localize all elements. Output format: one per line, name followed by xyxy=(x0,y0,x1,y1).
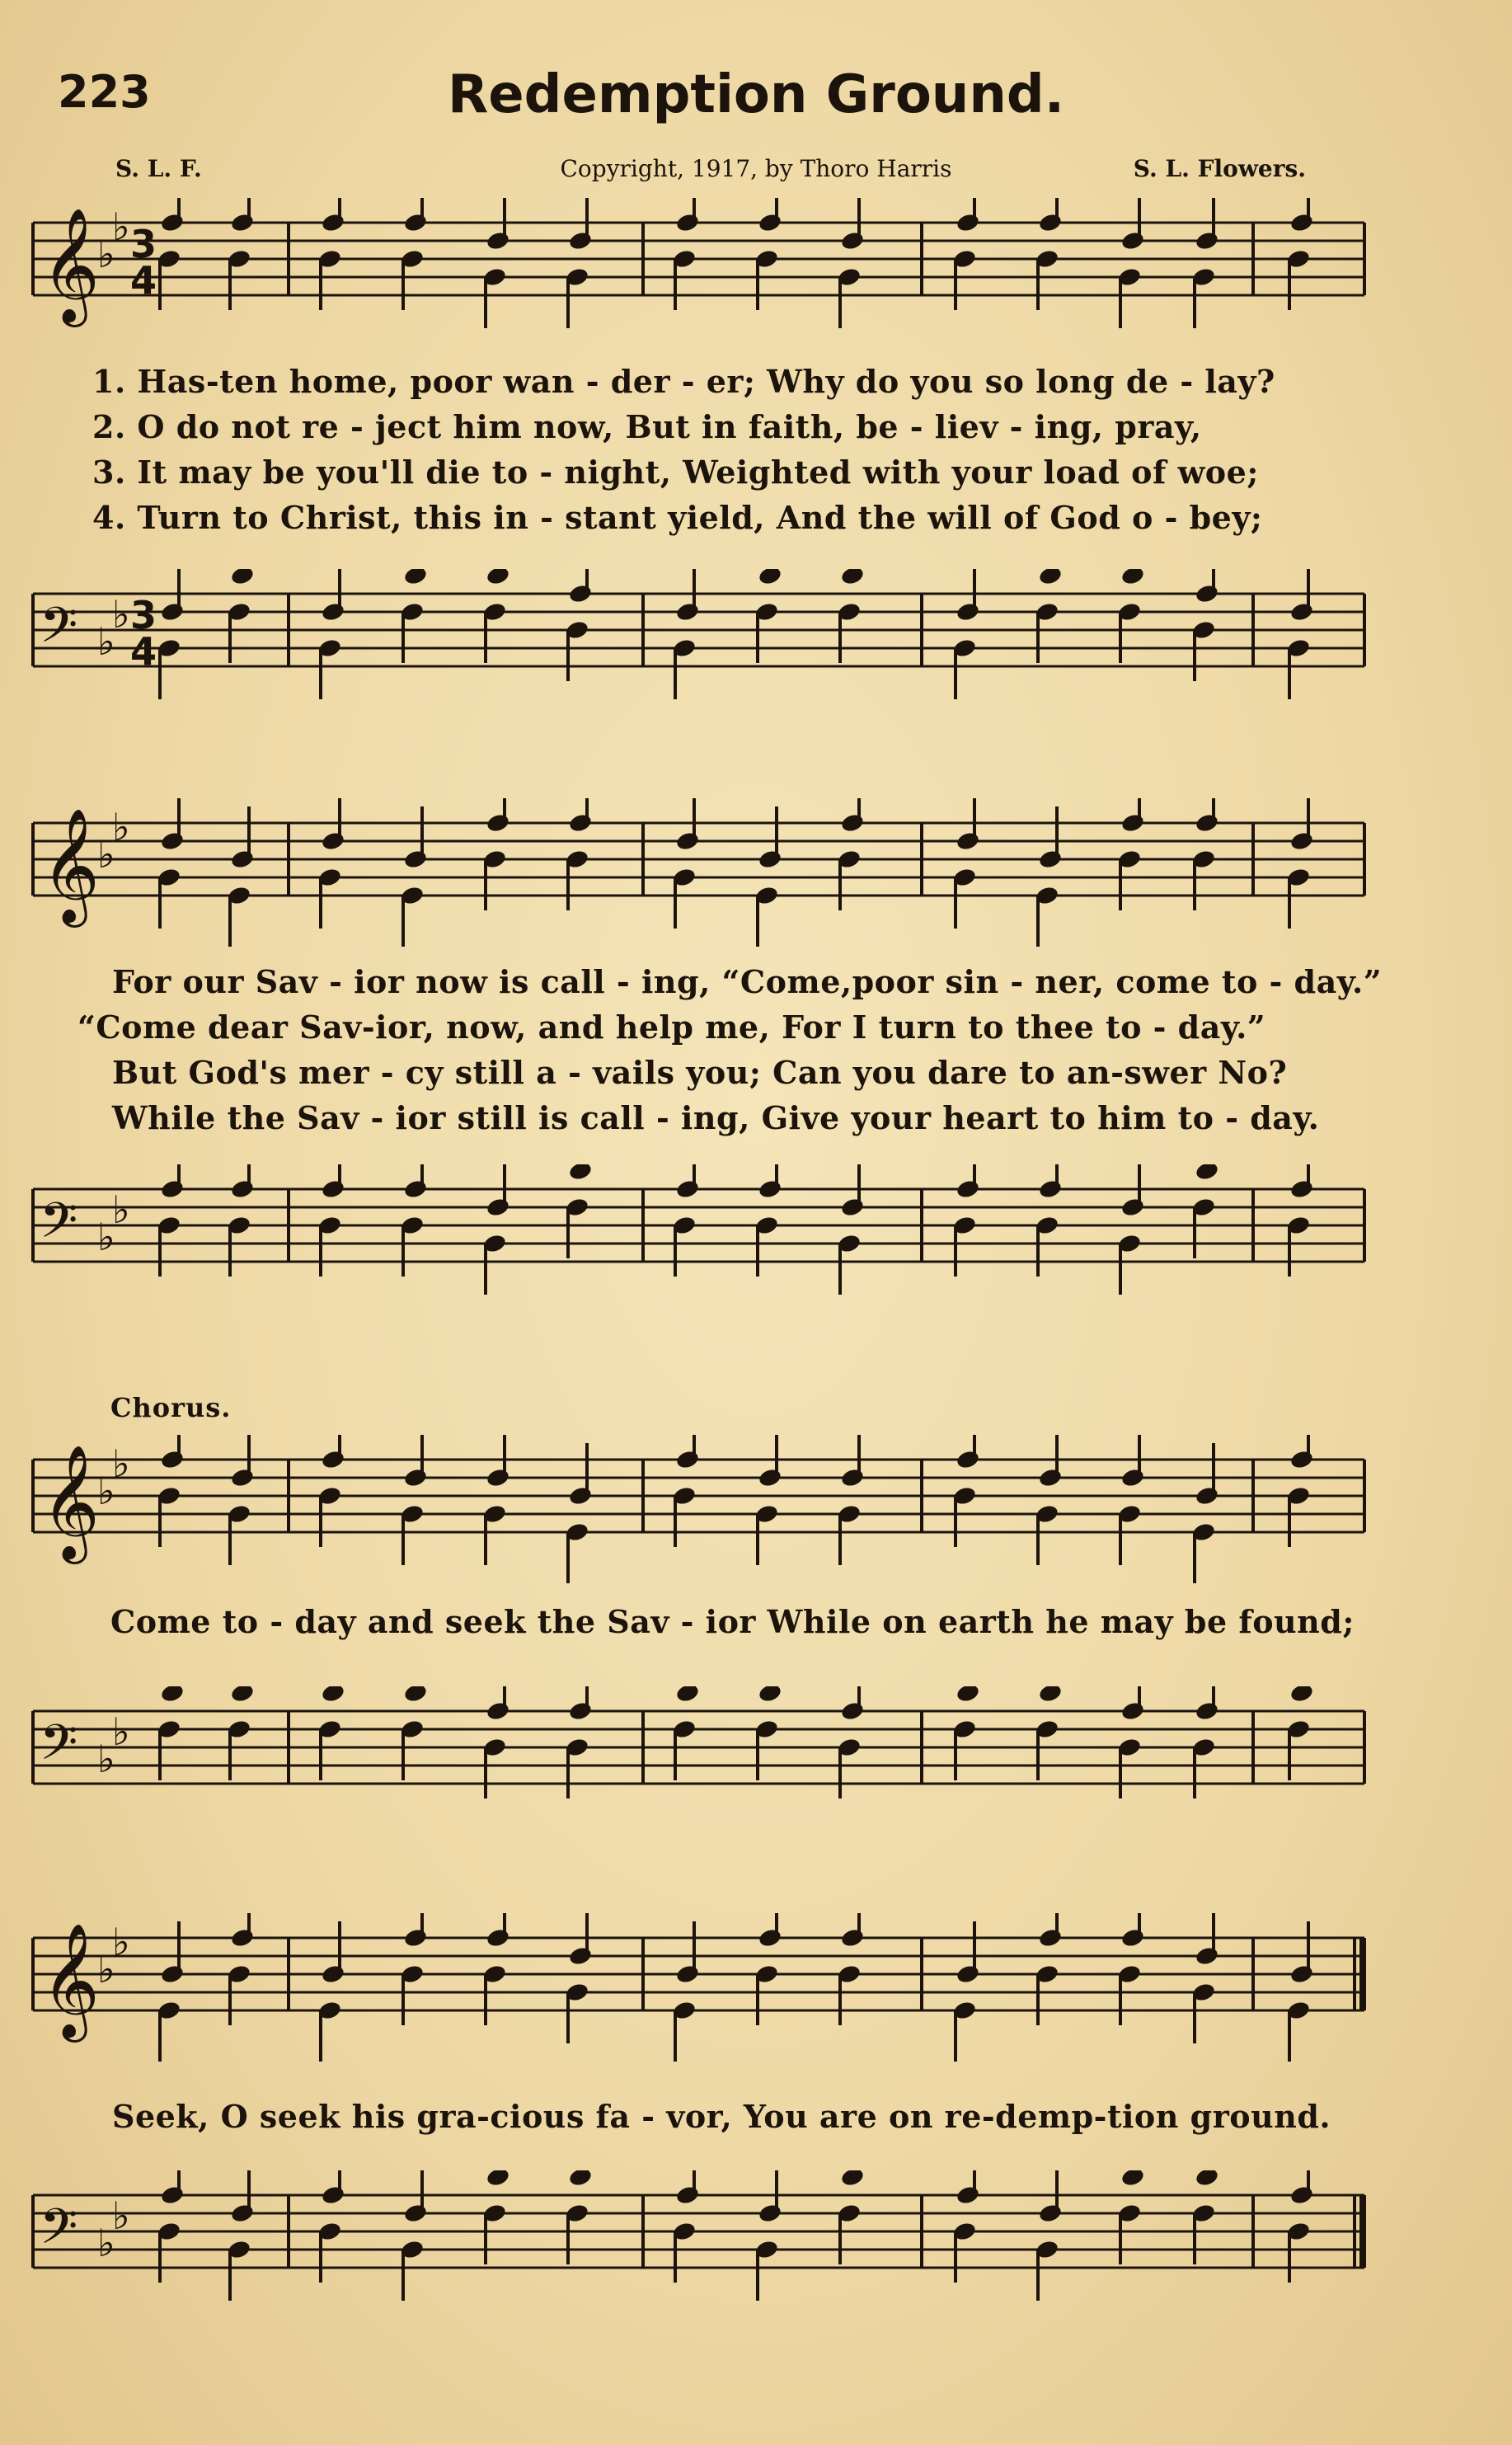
note-head xyxy=(486,1700,511,1722)
treble-clef-icon: 𝄞 xyxy=(41,1445,100,1559)
note-head xyxy=(758,1927,783,1949)
note-head xyxy=(160,1686,185,1704)
flat-icon: ♭ xyxy=(112,2193,130,2238)
note-head xyxy=(403,212,429,233)
note-head xyxy=(321,1178,346,1200)
note-head xyxy=(1120,569,1146,586)
copyright-notice: Copyright, 1917, by Thoro Harris xyxy=(560,155,952,182)
note-head xyxy=(956,1449,981,1470)
note-head xyxy=(1195,1485,1220,1507)
note-head xyxy=(1038,569,1064,586)
note-head xyxy=(321,1449,346,1470)
note-head xyxy=(230,212,256,233)
lyric-line: 3. It may be you'll die to - night, Weighted with your load of woe; xyxy=(92,454,1259,491)
lyric-line: 1. Has-ten home, poor wan - der - er; Why do you so long de - lay? xyxy=(92,363,1275,400)
flat-icon: ♭ xyxy=(97,1947,115,1991)
flat-icon: ♭ xyxy=(112,592,130,637)
note-head xyxy=(1195,1164,1220,1182)
note-head xyxy=(160,212,185,233)
note-head xyxy=(321,2184,346,2206)
note-head xyxy=(1120,230,1146,252)
note-head xyxy=(1038,1927,1064,1949)
bass-staff-3 xyxy=(0,1686,1512,1851)
lyric-line: Seek, O seek his gra-cious fa - vor, You are on re-demp-tion ground. xyxy=(112,2098,1331,2135)
note-head xyxy=(486,812,511,834)
note-head xyxy=(321,601,346,623)
time-signature-top: 3 xyxy=(130,593,157,637)
note-head xyxy=(1120,812,1146,834)
note-head xyxy=(956,1963,981,1985)
treble-staff-4 xyxy=(0,1913,1512,2078)
treble-staff-3 xyxy=(0,1435,1512,1600)
lyric-line: But God's mer - cy still a - vails you; Can you dare to an-swer No? xyxy=(112,1054,1288,1091)
note-head xyxy=(840,1467,866,1488)
note-head xyxy=(403,1927,429,1949)
note-head xyxy=(758,2203,783,2224)
note-head xyxy=(230,1927,256,1949)
note-head xyxy=(1195,1700,1220,1722)
note-head xyxy=(403,569,429,586)
note-head xyxy=(956,601,981,623)
note-head xyxy=(1195,2170,1220,2188)
note-head xyxy=(675,1449,701,1470)
note-head xyxy=(840,1700,866,1722)
note-head xyxy=(568,812,594,834)
note-head xyxy=(840,230,866,252)
treble-staff-1 xyxy=(0,198,1512,363)
note-head xyxy=(486,1197,511,1218)
treble-clef-icon: 𝄞 xyxy=(41,208,100,322)
bass-clef-icon: 𝄢 xyxy=(40,1192,78,1261)
note-head xyxy=(1289,1178,1315,1200)
treble-clef-icon: 𝄞 xyxy=(41,808,100,923)
note-head xyxy=(840,1927,866,1949)
note-head xyxy=(160,830,185,852)
treble-clef-icon: 𝄞 xyxy=(41,1923,100,2038)
note-head xyxy=(1195,812,1220,834)
final-barline xyxy=(1359,2195,1366,2268)
flat-icon: ♭ xyxy=(97,2221,115,2265)
note-head xyxy=(1038,212,1064,233)
note-head xyxy=(1289,1686,1315,1704)
note-head xyxy=(1289,1449,1315,1470)
note-head xyxy=(1038,2203,1064,2224)
note-head xyxy=(160,601,185,623)
flat-icon: ♭ xyxy=(112,1187,130,1232)
music-credit: S. L. Flowers. xyxy=(1133,155,1306,182)
note-head xyxy=(840,569,866,586)
bass-staff-1 xyxy=(0,569,1512,734)
note-head xyxy=(758,569,783,586)
bass-clef-icon: 𝄢 xyxy=(40,2198,78,2267)
note-head xyxy=(675,830,701,852)
note-head xyxy=(758,1467,783,1488)
note-head xyxy=(758,212,783,233)
flat-icon: ♭ xyxy=(112,1441,130,1486)
note-head xyxy=(1289,2184,1315,2206)
flat-icon: ♭ xyxy=(97,1737,115,1781)
note-head xyxy=(403,1686,429,1704)
time-signature-top: 3 xyxy=(130,222,157,266)
note-head xyxy=(675,1686,701,1704)
lyric-line: While the Sav - ior still is call - ing, Give your heart to him to - day. xyxy=(112,1099,1320,1136)
note-head xyxy=(675,1963,701,1985)
lyric-line: 4. Turn to Christ, this in - stant yield, And the will of God o - bey; xyxy=(92,499,1263,536)
note-head xyxy=(675,601,701,623)
flat-icon: ♭ xyxy=(112,205,130,249)
bass-staff-4 xyxy=(0,2170,1512,2335)
hymn-title: Redemption Ground. xyxy=(447,64,1065,125)
note-head xyxy=(956,1686,981,1704)
note-head xyxy=(1120,1467,1146,1488)
note-head xyxy=(160,2184,185,2206)
flat-icon: ♭ xyxy=(97,1215,115,1259)
note-head xyxy=(1289,601,1315,623)
note-head xyxy=(160,1449,185,1470)
page-number: 223 xyxy=(58,66,151,118)
note-head xyxy=(568,1700,594,1722)
note-head xyxy=(486,1927,511,1949)
note-head xyxy=(1195,583,1220,604)
note-head xyxy=(321,1963,346,1985)
note-head xyxy=(486,2170,511,2188)
note-head xyxy=(758,1178,783,1200)
note-head xyxy=(403,849,429,870)
note-head xyxy=(1038,1686,1064,1704)
note-head xyxy=(1120,1197,1146,1218)
note-head xyxy=(160,1178,185,1200)
words-credit: S. L. F. xyxy=(115,155,202,182)
note-head xyxy=(840,1197,866,1218)
note-head xyxy=(1289,212,1315,233)
chorus-label: Chorus. xyxy=(110,1392,232,1423)
final-barline xyxy=(1359,1938,1366,2010)
note-head xyxy=(758,849,783,870)
note-head xyxy=(1195,230,1220,252)
note-head xyxy=(568,1485,594,1507)
note-head xyxy=(230,849,256,870)
note-head xyxy=(403,2203,429,2224)
treble-staff-2 xyxy=(0,798,1512,963)
note-head xyxy=(1195,1945,1220,1967)
note-head xyxy=(486,1467,511,1488)
note-head xyxy=(321,1686,346,1704)
lyric-line: 2. O do not re - ject him now, But in faith, be - liev - ing, pray, xyxy=(92,408,1202,445)
note-head xyxy=(1038,1467,1064,1488)
bass-clef-icon: 𝄢 xyxy=(40,1714,78,1783)
note-head xyxy=(568,583,594,604)
flat-icon: ♭ xyxy=(97,1469,115,1513)
note-head xyxy=(956,212,981,233)
note-head xyxy=(568,2170,594,2188)
note-head xyxy=(321,830,346,852)
note-head xyxy=(486,569,511,586)
note-head xyxy=(1289,1963,1315,1985)
note-head xyxy=(230,1686,256,1704)
bass-staff-2 xyxy=(0,1164,1512,1329)
note-head xyxy=(1120,2170,1146,2188)
note-head xyxy=(568,1164,594,1182)
note-head xyxy=(956,830,981,852)
note-head xyxy=(230,2203,256,2224)
flat-icon: ♭ xyxy=(112,805,130,849)
note-head xyxy=(1289,830,1315,852)
note-head xyxy=(230,1467,256,1488)
note-head xyxy=(568,230,594,252)
note-head xyxy=(840,812,866,834)
flat-icon: ♭ xyxy=(97,832,115,877)
note-head xyxy=(230,1178,256,1200)
note-head xyxy=(1120,1700,1146,1722)
note-head xyxy=(160,1963,185,1985)
note-head xyxy=(956,2184,981,2206)
note-head xyxy=(321,212,346,233)
flat-icon: ♭ xyxy=(112,1920,130,1964)
note-head xyxy=(675,1178,701,1200)
note-head xyxy=(1120,1927,1146,1949)
lyric-line: “Come dear Sav-ior, now, and help me, For I turn to thee to - day.” xyxy=(77,1009,1266,1046)
note-head xyxy=(403,1467,429,1488)
note-head xyxy=(840,2170,866,2188)
flat-icon: ♭ xyxy=(112,1709,130,1754)
time-signature-bottom: 4 xyxy=(130,258,157,303)
note-head xyxy=(956,1178,981,1200)
note-head xyxy=(230,569,256,586)
lyric-line: For our Sav - ior now is call - ing, “Come,poor sin - ner, come to - day.” xyxy=(112,963,1383,1000)
flat-icon: ♭ xyxy=(97,619,115,664)
time-signature-bottom: 4 xyxy=(130,629,157,674)
note-head xyxy=(403,1178,429,1200)
lyric-line: Come to - day and seek the Sav - ior While on earth he may be found; xyxy=(110,1603,1355,1640)
note-head xyxy=(568,1945,594,1967)
note-head xyxy=(486,230,511,252)
note-head xyxy=(675,2184,701,2206)
flat-icon: ♭ xyxy=(97,232,115,276)
note-head xyxy=(675,212,701,233)
note-head xyxy=(1038,1178,1064,1200)
note-head xyxy=(758,1686,783,1704)
bass-clef-icon: 𝄢 xyxy=(40,596,78,665)
note-head xyxy=(1038,849,1064,870)
